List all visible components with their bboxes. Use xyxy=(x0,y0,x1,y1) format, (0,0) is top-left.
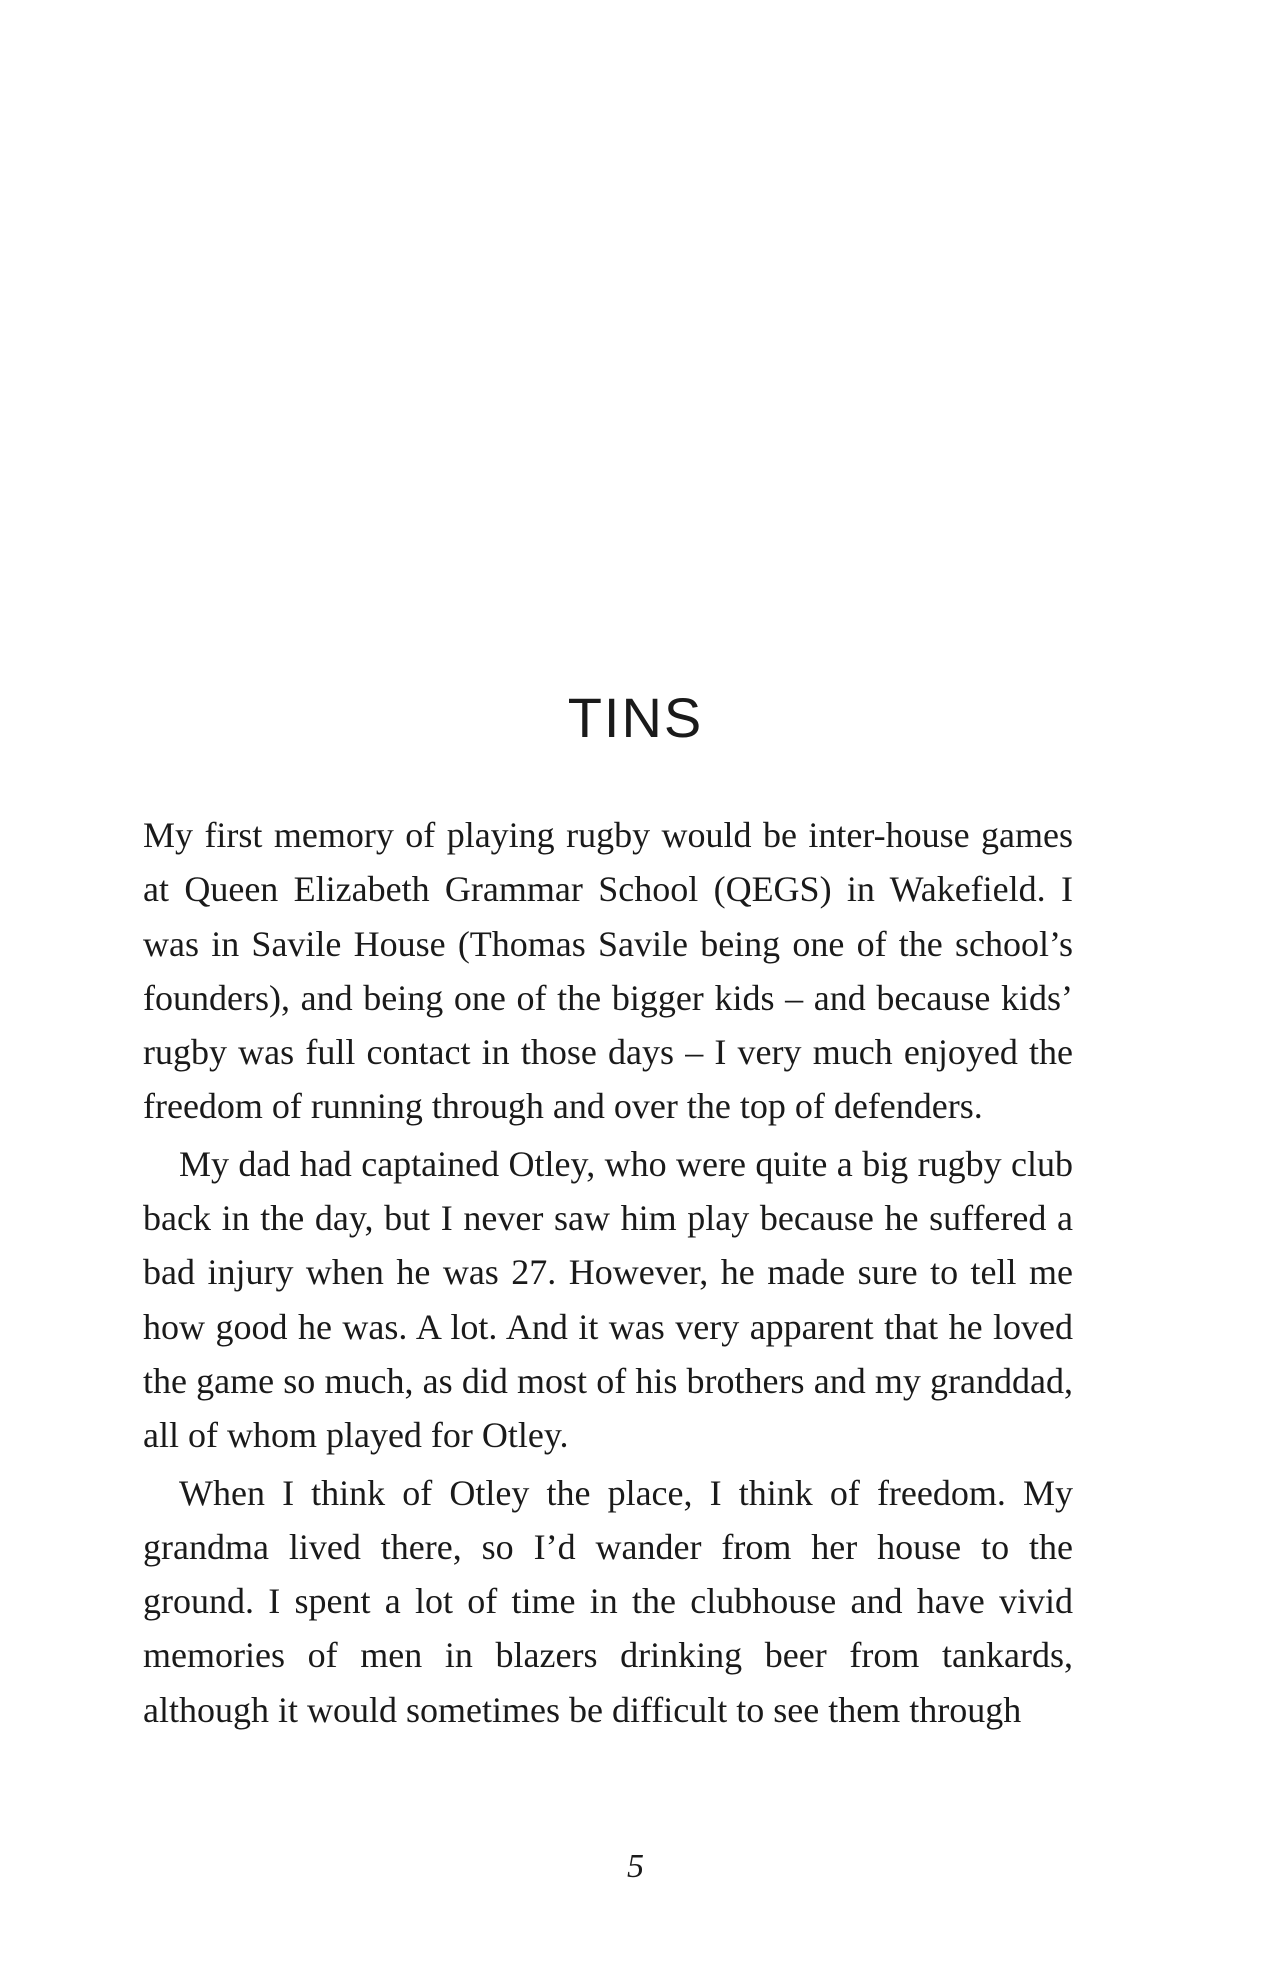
chapter-title: TINS xyxy=(567,686,704,749)
paragraph-1: My first memory of playing rugby would be inter-house games at Queen Elizabeth Grammar School (QEGS) in Wakefield. I was in Savile House (Thomas Savile being one of the school’s founders), and being one of the bigger kids – and because kids’ rugby was full contact in those days – I very much enjoyed the freedom of running through and over the top of defenders. xyxy=(143,815,1073,1127)
paragraph-2: My dad had captained Otley, who were quite a big rugby club back in the day, but I never saw him play because he suffered a bad injury when he was 27. However, he made sure to tell me how good he was. A lot. And it was very apparent that he loved the game so much, as did most of his brothers and my granddad, all of whom played for Otley. xyxy=(143,1143,1073,1456)
body-text xyxy=(143,808,1073,1737)
paragraph-3: When I think of Otley the place, I think of freedom. My grandma lived there, so I’d wander from her house to the ground. I spent a lot of time in the clubhouse and have vivid memories of men in blazers drinking beer from tankards, although it would sometimes be difficult to see them through xyxy=(143,1472,1073,1730)
page-number: 5 xyxy=(627,1848,644,1885)
